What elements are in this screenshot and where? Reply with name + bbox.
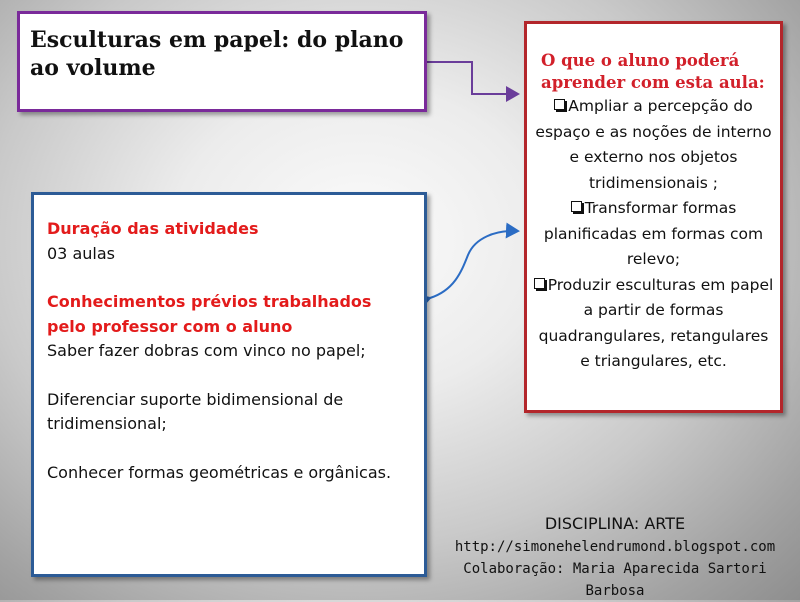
duration-value: 03 aulas (47, 243, 115, 263)
discipline-label: DISCIPLINA: ARTE (544, 514, 686, 533)
collaboration-credit: Colaboração: Maria Aparecida Sartori Barbosa (463, 561, 767, 599)
learning-outcome-text: Produzir esculturas em papel a partir de formas quadrangulares, retangulares e triangulares, etc. (538, 275, 774, 370)
duration-label: Duração das atividades (47, 219, 259, 238)
learning-outcomes-heading: O que o aluno poderá aprender com esta aula: (541, 51, 765, 92)
prior-knowledge-item: Conhecer formas geométricas e orgânicas. (47, 462, 392, 482)
title-to-learn-arrow (427, 62, 518, 94)
learning-outcome-text: Transformar formas planificadas em formas com relevo; (543, 199, 764, 268)
page-title: Esculturas em papel: do plano ao volume (30, 27, 404, 81)
title-box (17, 11, 427, 112)
prior-knowledge-label: Conhecimentos prévios trabalhados pelo professor com o aluno (47, 292, 372, 336)
checkbox-bullet-icon (571, 201, 582, 212)
learning-outcome-item (533, 94, 774, 196)
info-learn-double-arrow (430, 231, 518, 298)
learning-outcome-item (533, 196, 774, 273)
footer (430, 512, 800, 602)
checkbox-bullet-icon (554, 99, 565, 110)
prior-knowledge-item: Saber fazer dobras com vinco no papel; (47, 341, 366, 360)
learning-outcome-item (533, 273, 774, 375)
activity-info-box (31, 192, 427, 577)
learning-outcomes-box (524, 21, 783, 413)
prior-knowledge-item: Diferenciar suporte bidimensional de tridimensional; (47, 389, 344, 433)
blog-link[interactable]: http://simonehelendrumond.blogspot.com (454, 539, 776, 555)
checkbox-bullet-icon (534, 278, 545, 289)
learning-outcome-text: Ampliar a percepção do espaço e as noções de interno e externo nos objetos tridimensionais ; (535, 97, 772, 192)
